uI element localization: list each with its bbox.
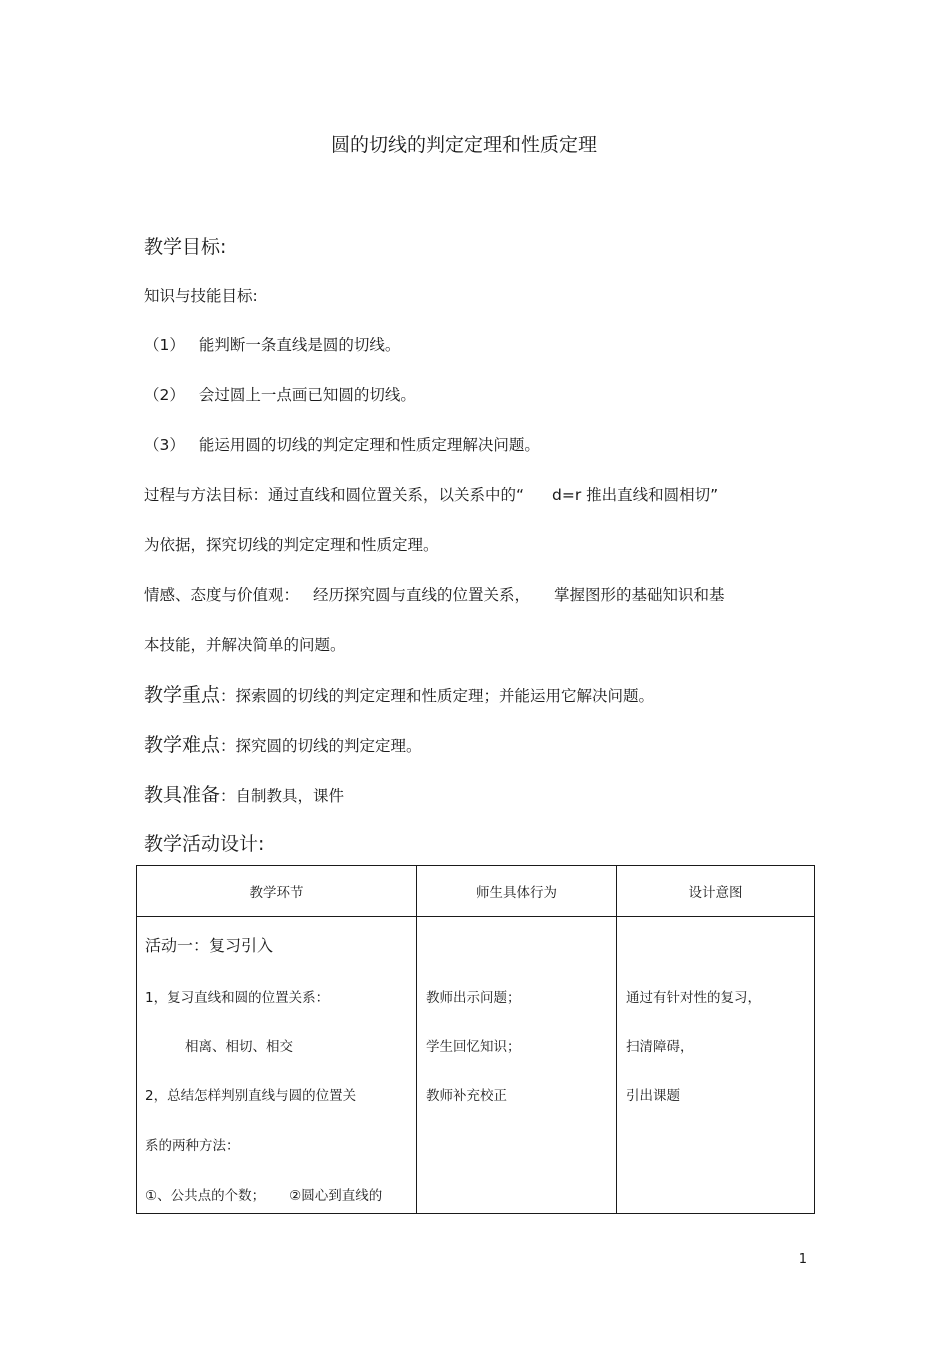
emotion-text-c: 掌握图形的基础知识和基 — [554, 586, 725, 604]
knowledge-item-2 — [144, 383, 416, 405]
difficult-point-text: ：探究圆的切线的判定定理。 — [220, 737, 422, 755]
header-behavior: 师生具体行为 — [417, 866, 617, 917]
key-point — [144, 680, 654, 707]
process-line-2: 为依据，探究切线的判定定理和性质定理。 — [144, 536, 439, 554]
tools-prep-label: 教具准备 — [144, 784, 221, 806]
emotion-text-a: 情感、态度与价值观： — [144, 586, 300, 604]
behavior-line: 学生回忆知识； — [426, 1039, 521, 1055]
intent-line: 扫清障碍， — [626, 1039, 694, 1055]
behavior-line: 教师出示问题； — [426, 990, 521, 1006]
stage-line: 系的两种方法： — [145, 1138, 240, 1154]
knowledge-heading: 知识与技能目标: — [144, 287, 258, 305]
key-point-text: ：探索圆的切线的判定定理和性质定理；并能运用它解决问题。 — [220, 687, 655, 705]
activity-table — [136, 865, 815, 1214]
stage-line: 1，复习直线和圆的位置关系： — [145, 990, 330, 1006]
process-text-a: 过程与方法目标：通过直线和圆位置关系，以关系中的“ — [144, 486, 525, 504]
item-number: （2） — [144, 386, 185, 404]
method-1: ①、公共点的个数； — [145, 1188, 266, 1204]
page-number: 1 — [798, 1252, 807, 1267]
stage-line — [145, 1184, 382, 1204]
item-number: （1） — [144, 336, 185, 354]
behavior-cell — [417, 917, 617, 1214]
tools-prep-text: ：自制教具，课件 — [220, 787, 345, 805]
item-text: 能运用圆的切线的判定定理和性质定理解决问题。 — [198, 436, 540, 454]
tools-prep — [144, 780, 344, 807]
emotion-line-1 — [144, 583, 725, 605]
table-header-row — [137, 866, 815, 917]
item-text: 会过圆上一点画已知圆的切线。 — [198, 386, 416, 404]
knowledge-item-1 — [144, 333, 400, 355]
header-stage: 教学环节 — [137, 866, 417, 917]
behavior-line: 教师补充校正 — [426, 1088, 507, 1104]
key-point-label: 教学重点 — [144, 684, 221, 706]
stage-line: 2，总结怎样判别直线与圆的位置关 — [145, 1088, 357, 1104]
item-text: 能判断一条直线是圆的切线。 — [198, 336, 401, 354]
difficult-point-label: 教学难点 — [144, 734, 221, 756]
process-line-1 — [144, 483, 718, 505]
knowledge-item-3 — [144, 433, 540, 455]
table-row — [137, 917, 815, 1214]
method-2: ②圆心到直线的 — [289, 1188, 383, 1204]
emotion-line-2: 本技能，并解决简单的问题。 — [144, 636, 346, 654]
objectives-heading: 教学目标: — [144, 236, 227, 258]
document-title: 圆的切线的判定定理和性质定理 — [330, 134, 597, 156]
emotion-text-b: 经历探究圆与直线的位置关系， — [313, 586, 531, 604]
stage-line: 相离、相切、相交 — [185, 1039, 293, 1055]
activity-heading: 教学活动设计: — [144, 833, 265, 855]
intent-line: 通过有针对性的复习， — [626, 990, 761, 1006]
stage-cell — [137, 917, 417, 1214]
activity-title: 活动一：复习引入 — [145, 936, 274, 955]
item-number: （3） — [144, 436, 185, 454]
header-intent: 设计意图 — [617, 866, 815, 917]
intent-cell — [617, 917, 815, 1214]
difficult-point — [144, 730, 422, 757]
intent-line: 引出课题 — [626, 1088, 680, 1104]
process-text-b: d=r 推出直线和圆相切” — [552, 486, 719, 504]
